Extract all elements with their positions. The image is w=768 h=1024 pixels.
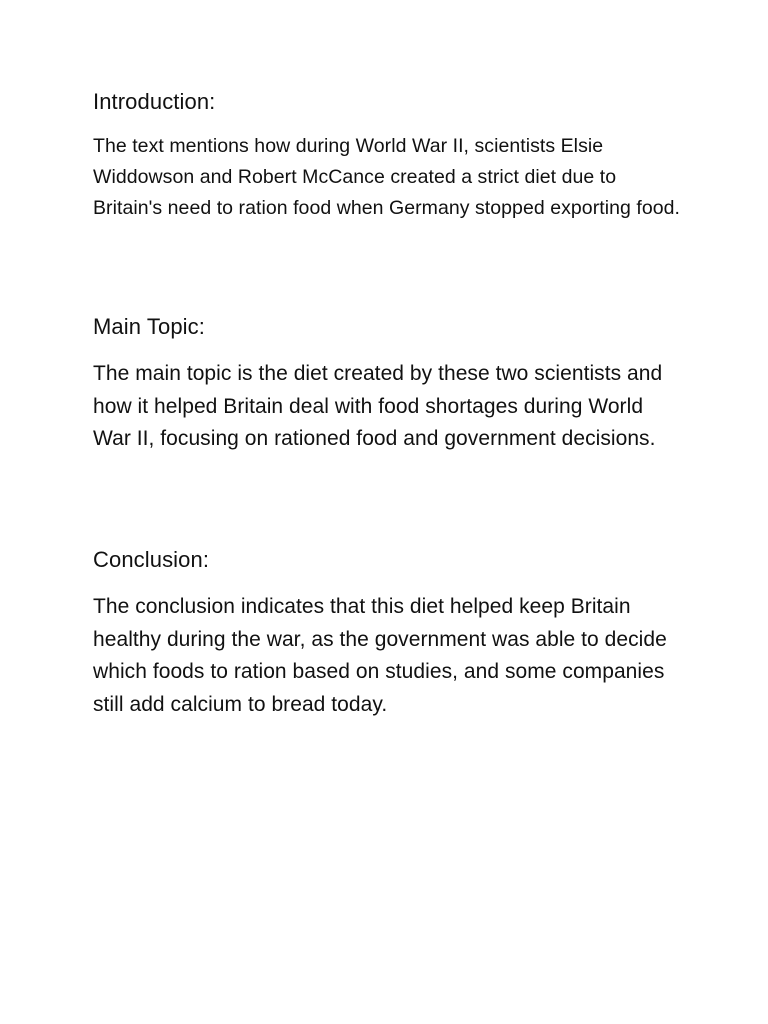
main-topic-heading: Main Topic: bbox=[93, 314, 205, 339]
conclusion-section bbox=[93, 546, 683, 721]
conclusion-paragraph: The conclusion indicates that this diet helped keep Britain healthy during the war, as the government was able to decide which foods to ration based on studies, and some companies still add calcium to bread today. bbox=[93, 595, 667, 716]
introduction-heading: Introduction: bbox=[93, 89, 216, 114]
main-topic-section bbox=[93, 313, 683, 456]
conclusion-heading: Conclusion: bbox=[93, 547, 210, 572]
main-topic-paragraph: The main topic is the diet created by these two scientists and how it helped Britain deal with food shortages during World War II, focusing on rationed food and government decisions. bbox=[93, 362, 663, 450]
introduction-paragraph: The text mentions how during World War II, scientists Elsie Widdowson and Robert McCance created a strict diet due to Britain's need to ration food when Germany stopped exporting food. bbox=[93, 135, 680, 219]
introduction-section bbox=[93, 88, 683, 224]
